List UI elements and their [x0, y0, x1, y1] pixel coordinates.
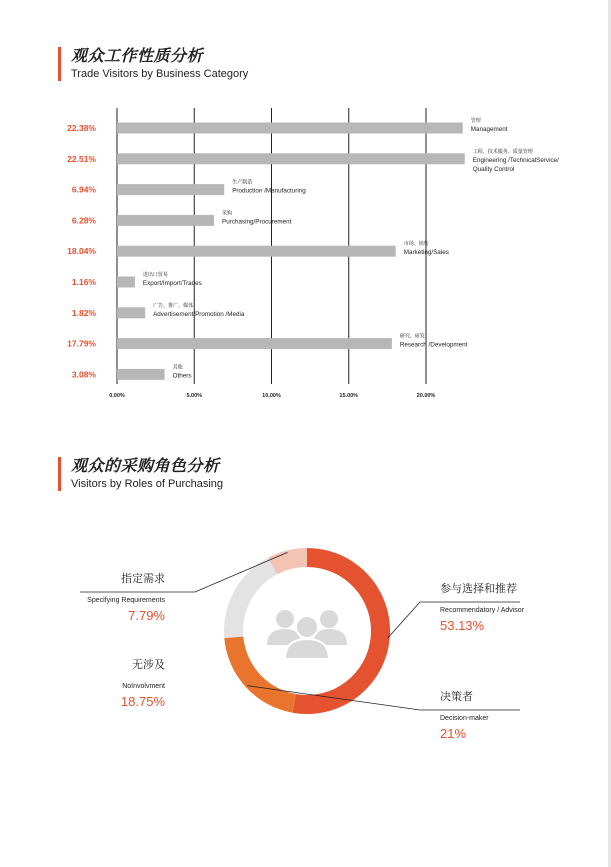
- value-label: 1.82%: [71, 307, 96, 318]
- category-label-en: Management: [470, 126, 508, 133]
- category-label-en: Research /Development: [399, 341, 468, 349]
- person-head: [296, 616, 318, 638]
- category-label-cn: 管理: [470, 118, 481, 124]
- slice-label-en: NoInvolvment: [122, 683, 165, 690]
- value-label: 22.51%: [67, 153, 96, 164]
- person-body: [285, 639, 329, 659]
- category-label-en: Marketing/Sales: [403, 249, 449, 257]
- bar: [117, 338, 392, 349]
- section-title-en: Trade Visitors by Business Category: [71, 68, 249, 80]
- bar: [117, 277, 135, 288]
- category-label-cn: 工程、技术服务、质量管理: [472, 148, 533, 155]
- bar: [117, 153, 465, 164]
- x-tick-label: 20.00%: [416, 393, 436, 399]
- category-label-cn: 其他: [172, 364, 183, 371]
- category-label-en: Others: [172, 372, 192, 380]
- section-title-en: Visitors by Roles of Purchasing: [71, 478, 224, 490]
- value-label: 1.16%: [71, 277, 96, 287]
- slice-label-cn: 指定需求: [121, 573, 165, 585]
- category-label-cn: 广告、推广、媒体: [153, 302, 194, 309]
- value-label: 3.08%: [71, 369, 96, 380]
- category-label-en: Production /Manufacturing: [232, 187, 306, 195]
- value-label: 17.79%: [67, 338, 96, 349]
- bar: [117, 307, 145, 318]
- category-label-cn: 采购: [222, 210, 233, 217]
- value-label: 22.38%: [67, 123, 96, 133]
- value-label: 18.04%: [67, 246, 96, 257]
- category-label-en: Advertisement/Promotion /Media: [153, 310, 245, 318]
- slice-value-label: 21%: [440, 726, 467, 741]
- bar: [117, 184, 224, 195]
- slice-value-label: 53.13%: [440, 618, 485, 633]
- bar: [117, 215, 214, 226]
- bar: [117, 123, 463, 134]
- section-header-business-category: [58, 47, 248, 81]
- category-label-cn: 生产制造: [232, 179, 253, 186]
- category-label-en: Engineering /TechnicalService/: [472, 156, 559, 164]
- slice-label-cn: 无涉及: [132, 659, 165, 671]
- section-title-cn: 观众的采购角色分析: [71, 456, 220, 475]
- purchasing-roles-donut-chart: [0, 520, 611, 760]
- category-label-en: Quality Control: [472, 165, 515, 173]
- slice-label-en: Decision-maker: [440, 715, 489, 722]
- value-label: 6.94%: [71, 184, 96, 195]
- slice-label-en: Recommendatory / Advisor: [440, 607, 525, 614]
- category-label-en: Purchasing/Procurement: [222, 218, 292, 226]
- x-tick-label: 5.00%: [186, 393, 203, 399]
- section-header-purchasing-roles: [58, 457, 223, 491]
- slice-value-label: 18.75%: [120, 694, 165, 709]
- bar: [117, 369, 165, 380]
- bar: [117, 246, 396, 257]
- slice-label-cn: 决策者: [440, 691, 473, 703]
- slice-label-cn: 参与选择和推荐: [440, 583, 517, 595]
- x-tick-label: 0.00%: [109, 393, 125, 399]
- slice-label-en: Specifying Requirements: [87, 597, 165, 604]
- slice-value-label: 7.79%: [128, 608, 165, 623]
- category-label-cn: 市场、销售: [403, 241, 429, 248]
- person-head: [276, 610, 294, 628]
- x-tick-label: 15.00%: [339, 393, 359, 399]
- business-category-bar-chart: [0, 100, 611, 410]
- category-label-cn: 进出口贸易: [142, 272, 168, 278]
- x-tick-label: 10.00%: [262, 393, 281, 399]
- section-title-cn: 观众工作性质分析: [71, 46, 204, 65]
- category-label-cn: 研究、研发: [399, 333, 425, 340]
- value-label: 6.28%: [71, 215, 96, 226]
- category-label-en: Export/Import/Trades: [142, 280, 202, 287]
- person-head: [320, 610, 338, 628]
